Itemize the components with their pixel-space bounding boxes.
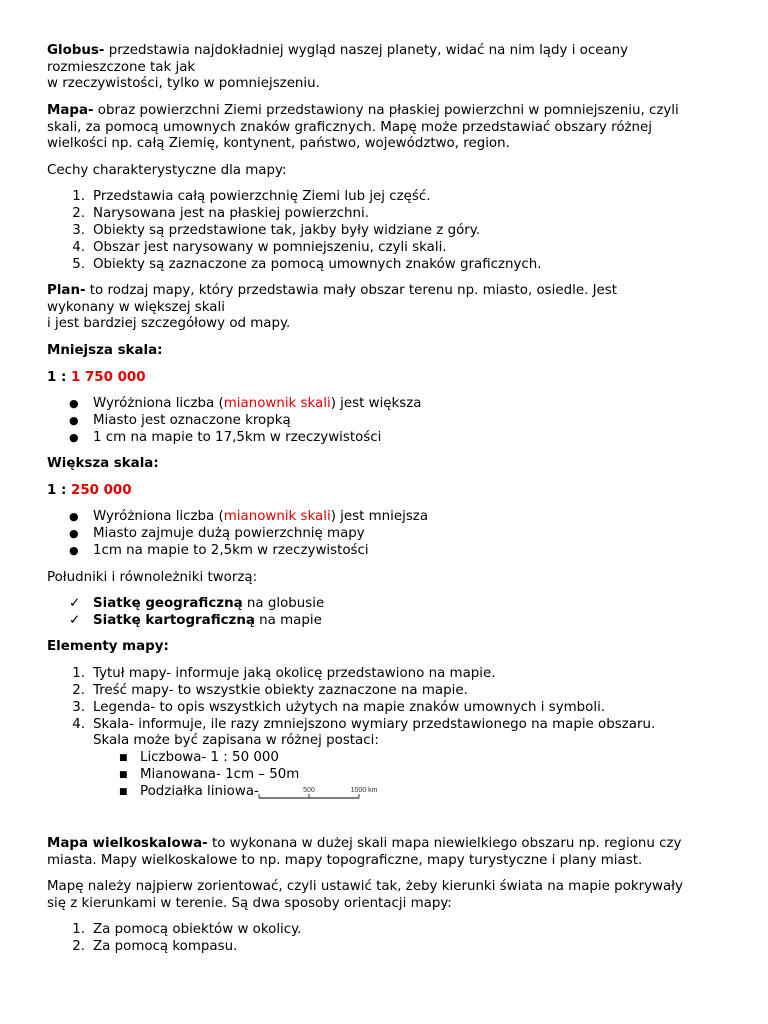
mapa-text-1: obraz powierzchni Ziemi przedstawiony na płaskiej powierzchni w pomniejszeniu, czyli	[93, 103, 679, 118]
wieksza-heading: Większa skala:	[47, 456, 159, 471]
wieksza-list: ● Wyróżniona liczba (mianownik skali) jest mniejsza ● Miasto zajmuje dużą powierzchnię mapy ● 1cm na mapie to 2,5km w rzeczywistości	[69, 509, 429, 558]
wielko-text-1: to wykonana w dużej skali mapa niewielkiego obszaru np. regionu czy	[207, 836, 682, 851]
elementy-heading: Elementy mapy:	[47, 639, 169, 654]
globus-text-3: w rzeczywistości, tylko w pomniejszeniu.	[47, 76, 320, 91]
orient-text-2: się z kierunkami w terenie. Są dwa sposoby orientacji mapy:	[47, 895, 452, 911]
wieksza-scale: 1 : 250 000	[47, 483, 132, 498]
mniejsza-scale: 1 : 1 750 000	[47, 370, 146, 385]
wielkoskalowa-paragraph	[47, 836, 727, 869]
mapa-text-2: skali, za pomocą umownych znaków graficznych. Mapę może przedstawiać obszary różnej	[47, 119, 652, 135]
plan-term: Plan-	[47, 283, 86, 298]
plan-text-3: i jest bardziej szczegółowy od mapy.	[47, 316, 291, 331]
checkmark-icon: ✓	[69, 596, 81, 611]
wielko-text-2: miasta. Mapy wielkoskalowe to np. mapy topograficzne, mapy turystyczne i plany miast.	[47, 852, 643, 868]
mapa-paragraph	[47, 103, 727, 153]
mniejsza-heading: Mniejsza skala:	[47, 343, 163, 358]
mapa-term: Mapa-	[47, 103, 94, 118]
wielko-term: Mapa wielkoskalowa-	[47, 836, 208, 851]
globus-term: Globus-	[47, 43, 105, 58]
plan-paragraph	[47, 283, 727, 333]
scale-label-1000: 1000 km	[350, 787, 378, 794]
mapa-text-3: wielkości np. całą Ziemię, kontynent, państwo, województwo, region.	[47, 136, 510, 151]
cechy-heading: Cechy charakterystyczne dla mapy:	[47, 163, 287, 178]
poludniki-heading: Południki i równoleżniki tworzą:	[47, 570, 258, 585]
plan-text-2: wykonany w większej skali	[47, 299, 225, 315]
scale-label-500: 500	[303, 787, 315, 794]
poludniki-list: ✓ Siatkę geograficzną na globusie ✓ Siatkę kartograficzną na mapie	[69, 596, 325, 628]
checkmark-icon: ✓	[69, 613, 81, 628]
globus-paragraph	[47, 43, 727, 93]
mniejsza-list: ● Wyróżniona liczba (mianownik skali) jest większa ● Miasto jest oznaczone kropką ● 1 cm na mapie to 17,5km w rzeczywistości	[69, 396, 422, 445]
globus-text-2: rozmieszczone tak jak	[47, 59, 196, 75]
scale-bar-image	[258, 783, 384, 805]
orient-text-1: Mapę należy najpierw zorientować, czyli ustawić tak, żeby kierunki świata na mapie pokrywały	[47, 879, 683, 894]
orientacja-list: 1. Za pomocą obiektów w okolicy. 2. Za pomocą kompasu.	[72, 922, 302, 954]
cechy-list: 1. Przedstawia całą powierzchnię Ziemi lub jej część. 2. Narysowana jest na płaskiej powierzchni. 3. Obiekty są przedstawione tak, jakby były widziane z góry. 4. Obszar jest narysowany w pomniejszeniu, czyli skali. 5. Obiekty są zaznaczone za pomocą umownych znaków graficznych.	[72, 189, 542, 272]
orientacja-paragraph	[47, 879, 727, 912]
elementy-list: 1. Tytuł mapy- informuje jaką okolicę przedstawiono na mapie. 2. Treść mapy- to wszystkie obiekty zaznaczone na mapie. 3. Legenda- to opis wszystkich użytych na mapie znaków umownych i symboli. 4. Skala- informuje, ile razy zmniejszono wymiary przedstawionego na mapie obszaru. Skala może być zapisana w różnej postaci: ■ Liczbowa- 1 : 50 000 ■ Mianowana- 1cm – 50m ■ Podziałka liniowa-	[72, 666, 656, 799]
globus-text-1: przedstawia najdokładniej wygląd naszej planety, widać na nim lądy i oceany	[104, 43, 629, 58]
plan-text-1: to rodzaj mapy, który przedstawia mały obszar terenu np. miasto, osiedle. Jest	[85, 283, 617, 298]
